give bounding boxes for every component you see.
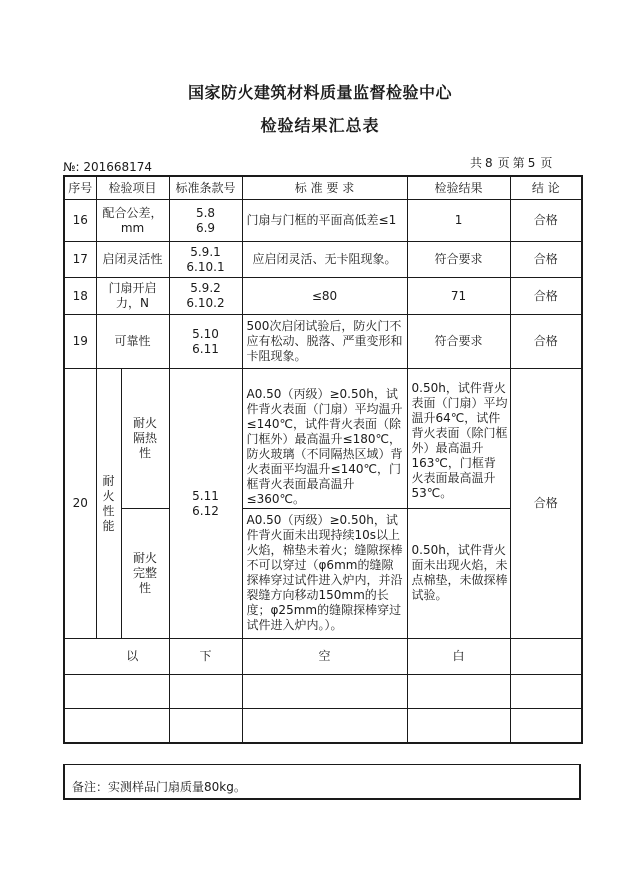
- row-item: 可靠性: [96, 315, 169, 369]
- empty-row: [64, 675, 582, 709]
- row-clause: 5.10 6.11: [169, 315, 242, 369]
- col-header-no: 序号: [64, 176, 96, 200]
- row-requirement: ≤80: [242, 278, 407, 315]
- table-row: [64, 509, 582, 639]
- sub-item: 耐火完整性: [121, 509, 169, 639]
- table-header-row: [64, 176, 582, 200]
- table-row: [64, 315, 582, 369]
- blank-text: 以: [96, 639, 169, 675]
- results-table: [63, 175, 583, 744]
- row-conclusion: 合格: [510, 278, 582, 315]
- page-current-pre: 第: [512, 156, 525, 170]
- row-clause: 5.9.2 6.10.2: [169, 278, 242, 315]
- page-title: 国家防火建筑材料质量监督检验中心: [187, 83, 452, 102]
- row-conclusion: 合格: [510, 200, 582, 242]
- row-result: 符合要求: [407, 315, 510, 369]
- row-no: 17: [64, 242, 96, 278]
- page-current: 5: [527, 156, 536, 170]
- document-number: №: 201668174: [63, 160, 153, 174]
- sub-requirement: A0.50（丙级）≥0.50h，试件背火表面（门扇）平均温升≤140℃，试件背火表面（除门框外）最高温升≤180℃，防火玻璃（不同隔热区域）背火表面平均温升≤140℃，门框背火表面最高温升≤360℃。: [242, 369, 407, 509]
- remark-note: 备注：实测样品门扇质量80kg。: [72, 780, 246, 794]
- row-requirement: 500次启闭试验后，防火门不应有松动、脱落、严重变形和卡阻现象。: [242, 315, 407, 369]
- page-info: [470, 154, 555, 171]
- row-no: 19: [64, 315, 96, 369]
- blank-row: [64, 639, 582, 675]
- empty-row: [64, 709, 582, 743]
- col-header-requirement: 标 准 要 求: [242, 176, 407, 200]
- row-item: 耐火性能: [96, 369, 121, 639]
- row-result: 71: [407, 278, 510, 315]
- row-no: 18: [64, 278, 96, 315]
- page-current-post: 页: [540, 156, 553, 170]
- table-row: [64, 369, 582, 509]
- table-row: [64, 242, 582, 278]
- blank-text: 白: [407, 639, 510, 675]
- col-header-conclusion: 结 论: [510, 176, 582, 200]
- page-total: 8: [485, 156, 493, 170]
- row-result: 1: [407, 200, 510, 242]
- row-conclusion: 合格: [510, 369, 582, 639]
- sub-item: 耐火隔热性: [121, 369, 169, 509]
- row-requirement: 应启闭灵活、无卡阻现象。: [242, 242, 407, 278]
- page-subtitle: 检验结果汇总表: [260, 116, 380, 135]
- row-clause: 5.8 6.9: [169, 200, 242, 242]
- row-conclusion: 合格: [510, 315, 582, 369]
- col-header-result: 检验结果: [407, 176, 510, 200]
- col-header-item: 检验项目: [96, 176, 169, 200]
- row-item: 启闭灵活性: [96, 242, 169, 278]
- blank-text: 空: [242, 639, 407, 675]
- col-header-clause: 标准条款号: [169, 176, 242, 200]
- table-row: [64, 278, 582, 315]
- table-row: [64, 200, 582, 242]
- page-total-pre: 共: [470, 156, 483, 170]
- row-no: 16: [64, 200, 96, 242]
- row-result: 符合要求: [407, 242, 510, 278]
- page-total-post: 页: [497, 156, 510, 170]
- row-clause: 5.11 6.12: [169, 369, 242, 639]
- sub-requirement: A0.50（丙级）≥0.50h，试件背火面未出现持续10s以上火焰，棉垫未着火；缝隙探棒不可以穿过（φ6mm的缝隙探棒穿过试件进入炉内，并沿裂缝方向移动150mm的长度；φ25mm的缝隙探棒穿过试件进入炉内。）。: [242, 509, 407, 639]
- blank-text: 下: [169, 639, 242, 675]
- row-no: 20: [64, 369, 96, 639]
- row-requirement: 门扇与门框的平面高低差≤1: [242, 200, 407, 242]
- row-conclusion: 合格: [510, 242, 582, 278]
- row-item: 门扇开启力，N: [96, 278, 169, 315]
- row-item: 配合公差，mm: [96, 200, 169, 242]
- sub-result: 0.50h，试件背火表面（门扇）平均温升64℃，试件背火表面（除门框外）最高温升163℃，门框背火表面最高温升53℃。: [407, 369, 510, 509]
- sub-result: 0.50h，试件背火面未出现火焰，未点棉垫，未做探棒试验。: [407, 509, 510, 639]
- row-clause: 5.9.1 6.10.1: [169, 242, 242, 278]
